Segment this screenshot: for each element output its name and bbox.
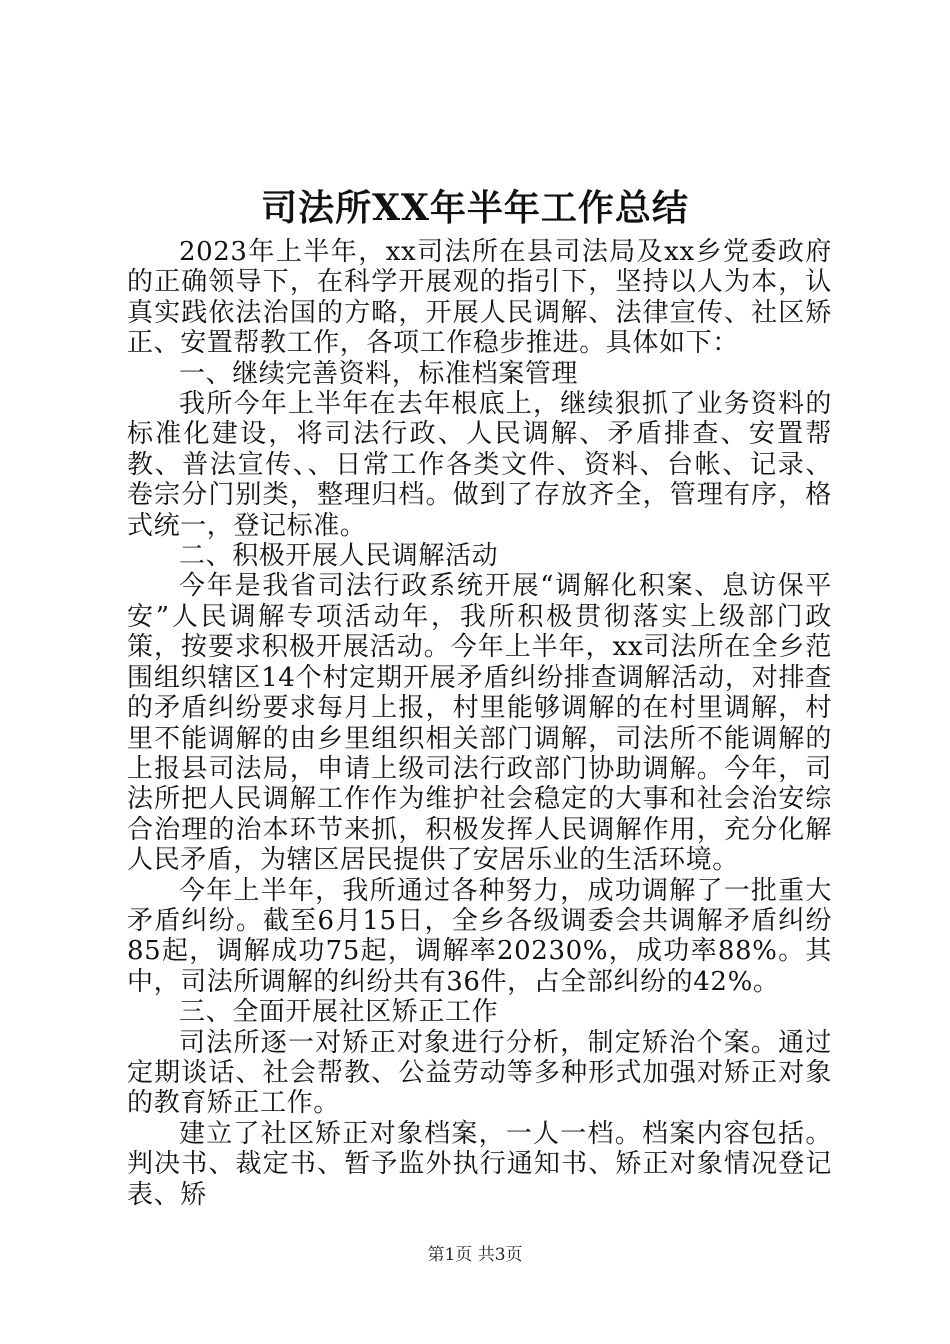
paragraph-archives: 我所今年上半年在去年根底上，继续狠抓了业务资料的标准化建设，将司法行政、人民调解、矛盾排查、安置帮教、普法宣传、、日常工作各类文件、资料、台帐、记录、卷宗分门别类，整理归档。做到了存放齐全，管理有序，格式统一，登记标准。 bbox=[127, 389, 832, 541]
section-heading-3: 三、全面开展社区矫正工作 bbox=[179, 997, 499, 1028]
paragraph-correction: 司法所逐一对矫正对象进行分析，制定矫治个案。通过定期谈话、社会帮教、公益劳动等多种形式加强对矫正对象的教育矫正工作。 bbox=[127, 1027, 832, 1119]
paragraph-mediation-results: 今年上半年，我所通过各种努力，成功调解了一批重大矛盾纠纷。截至6月15日，全乡各级调委会共调解矛盾纠纷85起，调解成功75起，调解率20230%，成功率88%。其中，司法所调解的纠纷共有36件，占全部纠纷的42%。 bbox=[127, 875, 832, 997]
paragraph-intro: 2023年上半年，xx司法所在县司法局及xx乡党委政府的正确领导下，在科学开展观的指引下，坚持以人为本，认真实践依法治国的方略，开展人民调解、法律宣传、社区矫正、安置帮教工作，各项工作稳步推进。具体如下： bbox=[127, 237, 832, 359]
section-heading-1: 一、继续完善资料，标准档案管理 bbox=[179, 358, 579, 389]
document-title: 司法所XX年半年工作总结 bbox=[261, 187, 689, 229]
document-body bbox=[127, 237, 832, 1210]
paragraph-mediation: 今年是我省司法行政系统开展“调解化积案、息访保平安”人民调解专项活动年，我所积极贯彻落实上级部门政策，按要求积极开展活动。今年上半年，xx司法所在全乡范围组织辖区14个村定期开展矛盾纠纷排查调解活动，对排查的矛盾纠纷要求每月上报，村里能够调解的在村里调解，村里不能调解的由乡里组织相关部门调解，司法所不能调解的上报县司法局，申请上级司法行政部门协助调解。今年，司法所把人民调解工作作为维护社会稳定的大事和社会治安综合治理的治本环节来抓，积极发挥人民调解作用，充分化解人民矛盾，为辖区居民提供了安居乐业的生活环境。 bbox=[127, 571, 832, 876]
section-heading-2: 二、积极开展人民调解活动 bbox=[179, 541, 499, 572]
paragraph-correction-archives: 建立了社区矫正对象档案，一人一档。档案内容包括。判决书、裁定书、暂予监外执行通知书、矫正对象情况登记表、矫 bbox=[127, 1118, 832, 1210]
page-number-footer: 第1页 共3页 bbox=[427, 1245, 523, 1265]
